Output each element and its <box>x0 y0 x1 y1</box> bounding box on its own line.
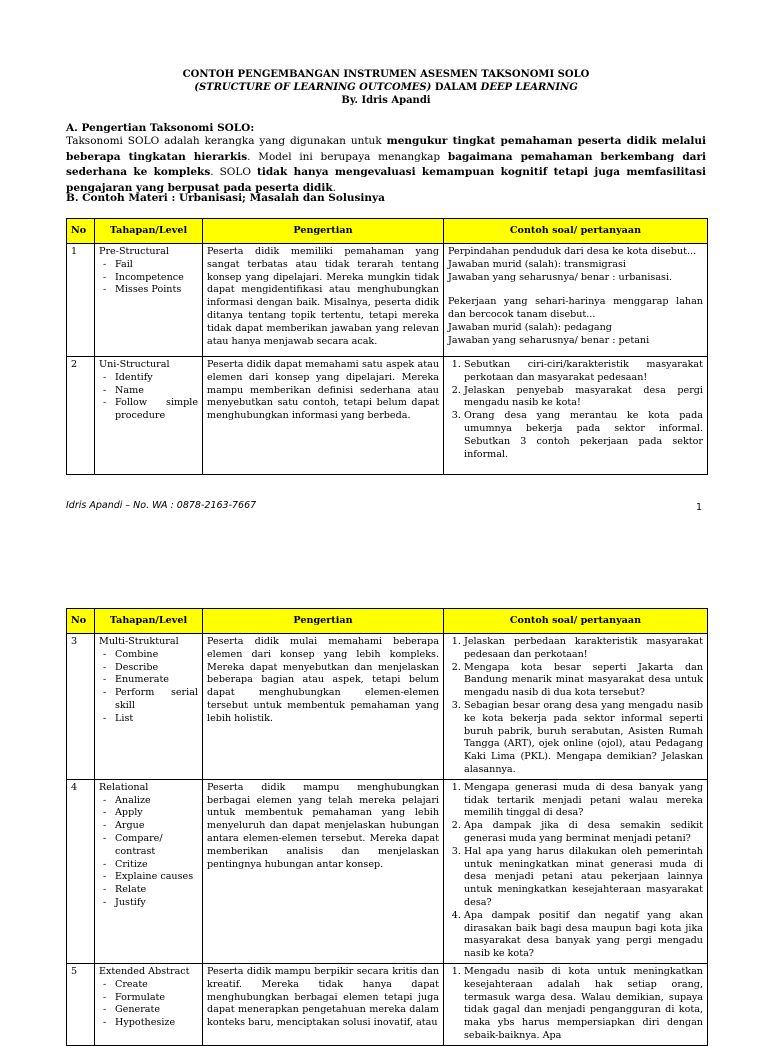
level-items <box>99 259 198 297</box>
level-name: Multi-Struktural <box>99 636 179 647</box>
list-item: 3. Orang desa yang merantau ke kota pada umumnya bekerja pada sektor informal. Sebutkan 3 contoh pekerjaan pada sektor informal. <box>464 410 703 461</box>
example-list <box>448 359 703 461</box>
para-bold: tidak hanya mengevaluasi kemampuan kognitif tetapi juga memfasilitasi pengajaran yang berpusat pada peserta didik <box>66 166 706 194</box>
list-item: - Perform serial skill <box>115 687 198 713</box>
list-item: 3. Sebagian besar orang desa yang mengadu nasib ke kota bekerja pada sektor informal seperti buruh pabrik, buruh serabutan, Asisten Rumah Tangga (ART), ojek online (ojol), atau Pedagang Kaki Lima (PKL). Mengapa demikian? Jelaskan alasannya. <box>464 700 703 777</box>
level-items <box>99 979 198 1030</box>
page-gap <box>0 530 768 590</box>
table-row <box>67 963 708 1045</box>
list-item: - Relate <box>115 884 198 897</box>
spacer <box>448 284 703 296</box>
list-item: - Create <box>115 979 198 992</box>
row-example <box>444 634 708 780</box>
section-b-title: B. Contoh Materi : Urbanisasi; Masalah dan Solusinya <box>66 192 385 204</box>
para-text: . SOLO <box>210 166 257 178</box>
document-title <box>66 68 706 107</box>
title-mid: DALAM <box>431 82 481 93</box>
example-line: Perpindahan penduduk dari desa ke kota disebut... <box>448 246 697 257</box>
row-example <box>444 244 708 357</box>
solo-table-part-1 <box>66 218 708 475</box>
row-level <box>95 244 203 357</box>
list-item: 1. Sebutkan ciri-ciri/karakteristik masyarakat perkotaan dan masyarakat pedesaan! <box>464 359 703 385</box>
author-line: By. Idris Apandi <box>341 95 431 106</box>
list-item: - Follow simple procedure <box>115 397 198 423</box>
row-no: 4 <box>67 779 95 963</box>
title-line-1: CONTOH PENGEMBANGAN INSTRUMEN ASESMEN TAKSONOMI SOLO <box>182 69 590 80</box>
level-items <box>99 649 198 726</box>
level-name: Pre-Structural <box>99 246 169 257</box>
header-example: Contoh soal/ pertanyaan <box>444 609 708 634</box>
title-italic-a: (STRUCTURE OF LEARNING OUTCOMES) <box>194 82 432 93</box>
table-header-row <box>67 219 708 244</box>
list-item: - Describe <box>115 662 198 675</box>
list-item: - Hypothesize <box>115 1017 198 1030</box>
level-name: Relational <box>99 781 149 793</box>
list-item: - Justify <box>115 897 198 910</box>
header-example: Contoh soal/ pertanyaan <box>444 219 708 244</box>
example-line: Jawaban yang seharusnya/ benar : urbanisasi. <box>448 271 673 283</box>
page-number: 1 <box>696 502 703 513</box>
table-row <box>67 779 708 963</box>
list-item: - Apply <box>115 807 198 820</box>
list-item: 2. Apa dampak jika di desa semakin sedikit generasi muda yang berminat menjadi petani? <box>464 820 703 846</box>
row-no: 1 <box>67 244 95 357</box>
para-text: . <box>332 181 336 194</box>
header-no: No <box>67 219 95 244</box>
list-item: - Enumerate <box>115 674 198 687</box>
list-item: - List <box>115 713 198 726</box>
example-line: Jawaban yang seharusnya/ benar : petani <box>448 334 650 346</box>
solo-table-part-2 <box>66 608 708 1046</box>
table-header-row <box>67 609 708 634</box>
list-item: - Argue <box>115 820 198 833</box>
example-list <box>448 636 703 777</box>
list-item: - Compare/ contrast <box>115 833 198 859</box>
list-item: - Formulate <box>115 992 198 1005</box>
list-item: - Misses Points <box>115 284 198 297</box>
para-bold: mengukur tingkat pemahaman peserta didik melalui beberapa tingkatan hierarkis <box>66 135 707 163</box>
list-item: - Critize <box>115 859 198 872</box>
list-item: - Name <box>115 385 198 398</box>
header-definition: Pengertian <box>203 219 444 244</box>
para-text: . Model ini berupaya menangkap <box>247 150 448 163</box>
list-item: - Fail <box>115 259 198 272</box>
row-no: 2 <box>67 357 95 475</box>
row-definition: Peserta didik mampu berpikir secara kritis dan kreatif. Mereka tidak hanya dapat menghubungkan berbagai elemen tetapi juga dapat menerapkan pengetahuan mereka dalam konteks baru, menciptakan solusi inovatif, atau <box>203 963 444 1045</box>
level-items <box>99 795 198 910</box>
level-items <box>99 372 198 423</box>
document-page-2 <box>0 590 768 1041</box>
list-item: - Explaine causes <box>115 871 198 884</box>
list-item: - Generate <box>115 1004 198 1017</box>
row-no: 5 <box>67 963 95 1045</box>
row-example <box>444 779 708 963</box>
row-level <box>95 357 203 475</box>
header-level: Tahapan/Level <box>95 609 203 634</box>
list-item: - Incompetence <box>115 272 198 285</box>
example-list <box>448 782 703 961</box>
example-line: Jawaban murid (salah): pedagang <box>448 321 612 333</box>
example-list <box>448 966 703 1043</box>
list-item: 2. Mengapa kota besar seperti Jakarta dan Bandung menarik minat masyarakat desa untuk mengadu nasib di dua kota tersebut? <box>464 662 703 700</box>
title-italic-b: DEEP LEARNING <box>480 82 578 93</box>
header-definition: Pengertian <box>203 609 444 634</box>
header-level: Tahapan/Level <box>95 219 203 244</box>
table-row <box>67 244 708 357</box>
list-item: 4. Apa dampak positif dan negatif yang akan dirasakan baik bagi desa maupun bagi kota jika masyarakat desa banyak yang pergi mengadu nasib ke kota? <box>464 910 703 961</box>
level-name: Extended Abstract <box>99 965 190 977</box>
row-definition: Peserta didik memiliki pemahaman yang sangat terbatas atau tidak terarah tentang konsep yang dipelajari. Mereka mungkin tidak dapat mengidentifikasi atau menghubungkan informasi dengan baik. Misalnya, peserta didik ditanya tentang topik tertentu, tetapi mereka tidak dapat memberikan jawaban yang relevan atau hanya menjawab secara acak. <box>203 244 444 357</box>
section-a-title: A. Pengertian Taksonomi SOLO: <box>66 122 255 134</box>
title-line-2 <box>66 81 706 94</box>
list-item: 3. Hal apa yang harus dilakukan oleh pemerintah untuk meningkatkan minat generasi muda di desa menjadi petani atau pekerjaan lainnya untuk meningkatkan kesejahteraan masyarakat desa? <box>464 846 703 910</box>
para-bold: bagaimana pemahaman berkembang dari sederhana ke kompleks <box>66 150 706 178</box>
row-definition: Peserta didik dapat memahami satu aspek atau elemen dari konsep yang dipelajari. Mereka mampu memberikan definisi sederhana atau menyebutkan satu contoh, tetapi belum dapat menghubungkan informasi yang berbeda. <box>203 357 444 475</box>
row-definition: Peserta didik mampu menghubungkan berbagai elemen yang telah mereka pelajari untuk membentuk pemahaman yang lebih menyeluruh dan dapat menjelaskan hubungan antara elemen-elemen tersebut. Mereka dapat memberikan analisis dan menjelaskan pentingnya hubungan antar konsep. <box>203 779 444 963</box>
list-item: 2. Jelaskan penyebab masyarakat desa pergi mengadu nasib ke kota! <box>464 385 703 411</box>
row-example <box>444 357 708 475</box>
footer-author: Idris Apandi – No. WA : 0878-2163-7667 <box>66 500 257 511</box>
list-item: 1. Mengadu nasib di kota untuk meningkatkan kesejahteraan adalah hak setiap orang, termasuk warga desa. Walau demikian, supaya tidak gagal dan menjadi pengangguran di kota, maka ybs harus mempersiapkan diri dengan sebaik-baiknya. Apa <box>464 966 703 1043</box>
para-text: Taksonomi SOLO adalah kerangka yang digunakan untuk <box>66 135 387 147</box>
list-item: - Combine <box>115 649 198 662</box>
row-definition: Peserta didik mulai memahami beberapa elemen dari konsep yang lebih kompleks. Mereka dapat menyebutkan dan menjelaskan beberapa bagian atau aspek, tetapi belum dapat menghubungkan elemen-elemen tersebut untuk membentuk pemahaman yang lebih holistik. <box>203 634 444 780</box>
list-item: - Identify <box>115 372 198 385</box>
list-item: 1. Jelaskan perbedaan karakteristik masyarakat pedesaan dan perkotaan! <box>464 636 703 662</box>
example-line: Pekerjaan yang sehari-harinya menggarap lahan dan bercocok tanam disebut... <box>448 296 703 321</box>
level-name: Uni-Structural <box>99 359 170 370</box>
header-no: No <box>67 609 95 634</box>
row-level <box>95 634 203 780</box>
table-row <box>67 634 708 780</box>
table-row <box>67 357 708 475</box>
list-item: 1. Mengapa generasi muda di desa banyak yang tidak tertarik menjadi petani walau mereka memilih tinggal di desa? <box>464 782 703 820</box>
section-a-paragraph <box>66 134 706 196</box>
row-level <box>95 779 203 963</box>
row-level <box>95 963 203 1045</box>
row-no: 3 <box>67 634 95 780</box>
list-item: - Analize <box>115 795 198 808</box>
example-line: Jawaban murid (salah): transmigrasi <box>448 258 626 270</box>
row-example <box>444 963 708 1045</box>
